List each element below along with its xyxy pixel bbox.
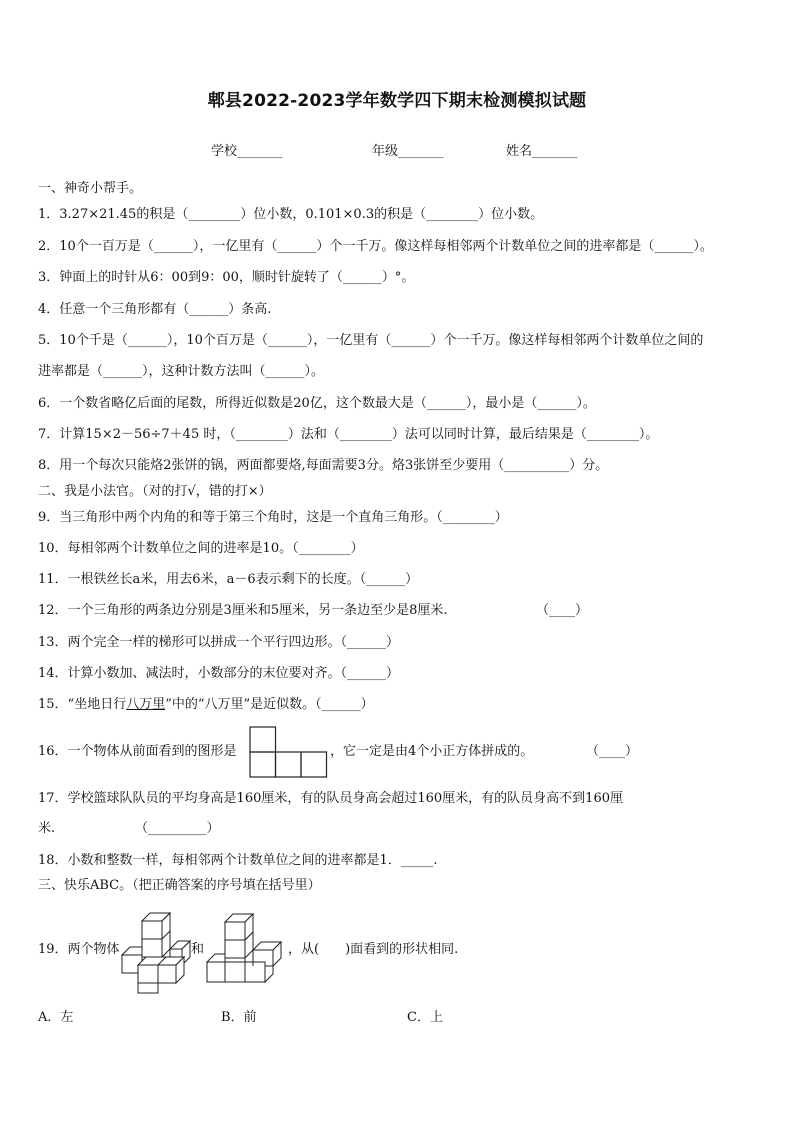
question-19-text-c: ，从( )面看到的形状相同. [288,942,459,957]
question-12-answer: （____） [536,603,589,618]
grade-field: 年级_______ [372,144,444,159]
question-15-underlined: 八万里 [126,697,166,712]
question-12: 12．一个三角形的两条边分别是3厘米和5厘米，另一条边至少是8厘米. [38,603,448,618]
question-15-end: ”中的“八万里”是近似数。（______） [165,697,374,712]
question-17-answer: （_________） [135,821,220,836]
question-16-text-b: ，它一定是由4个小正方体拼成的。 [330,744,534,759]
section-2-heading: 二、我是小法官。（对的打√，错的打×） [38,484,272,499]
question-4: 4．任意一个三角形都有（______）条高. [38,302,272,317]
question-7: 7．计算15×2－56÷7＋45 时，（________）法和（________）法可以同时计算，最后结果是（________）。 [38,427,659,442]
option-b: B．前 [221,1010,257,1025]
option-a: A．左 [38,1010,74,1025]
question-16-text-a: 16．一个物体从前面看到的图形是 [38,744,237,759]
question-19-text-a: 19．两个物体 [38,942,120,957]
question-2: 2．10个一百万是（______），一亿里有（______）个一千万。像这样每相邻两个计数单位之间的进率都是（______）。 [38,239,713,254]
page-title: 郫县2022-2023学年数学四下期末检测模拟试题 [207,91,587,111]
section-1-heading: 一、神奇小帮手。 [38,181,143,196]
cube-stack-figure-2 [205,912,285,986]
question-17-line-2: 米. [38,821,56,836]
question-6: 6．一个数省略亿后面的尾数，所得近似数是20亿，这个数最大是（______），最小是（______）。 [38,396,596,411]
question-15-start: 15．“坐地日行 [38,697,127,712]
question-5-line-2: 进率都是（______），这种计数方法叫（______）。 [38,364,325,379]
front-view-figure [249,726,329,778]
question-19-text-b: 和 [191,942,205,957]
question-15 [38,696,374,714]
question-5-line-1: 5．10个千是（______），10个百万是（______），一亿里有（______）个一千万。像这样每相邻两个计数单位之间的 [38,333,704,348]
question-17-line-1: 17．学校篮球队队员的平均身高是160厘米，有的队员身高会超过160厘米，有的队员身高不到160厘 [38,791,623,806]
section-3-heading: 三、快乐ABC。（把正确答案的序号填在括号里） [38,878,321,893]
question-13: 13．两个完全一样的梯形可以拼成一个平行四边形。（______） [38,635,400,650]
cube-stack-figure-1 [120,903,192,995]
name-field: 姓名_______ [506,144,578,159]
option-c: C．上 [407,1010,443,1025]
question-10: 10．每相邻两个计数单位之间的进率是10。（________） [38,541,364,556]
question-18: 18．小数和整数一样，每相邻两个计数单位之间的进率都是1．_____. [38,853,438,868]
question-9: 9．当三角形中两个内角的和等于第三个角时，这是一个直角三角形。（________） [38,510,508,525]
question-8: 8．用一个每次只能烙2张饼的锅，两面都要烙,每面需要3分。烙3张饼至少要用（__________）分。 [38,458,609,473]
question-16-answer: （____） [586,744,639,759]
question-3: 3．钟面上的时针从6：00到9：00，顺时针旋转了（______）°。 [38,270,415,285]
question-11: 11．一根铁丝长a米，用去6米，a－6表示剩下的长度。（______） [38,572,419,587]
school-field: 学校_______ [211,144,283,159]
question-14: 14．计算小数加、减法时，小数部分的末位要对齐。（______） [38,666,400,681]
question-1: 1．3.27×21.45的积是（________）位小数，0.101×0.3的积是（________）位小数。 [38,207,544,222]
